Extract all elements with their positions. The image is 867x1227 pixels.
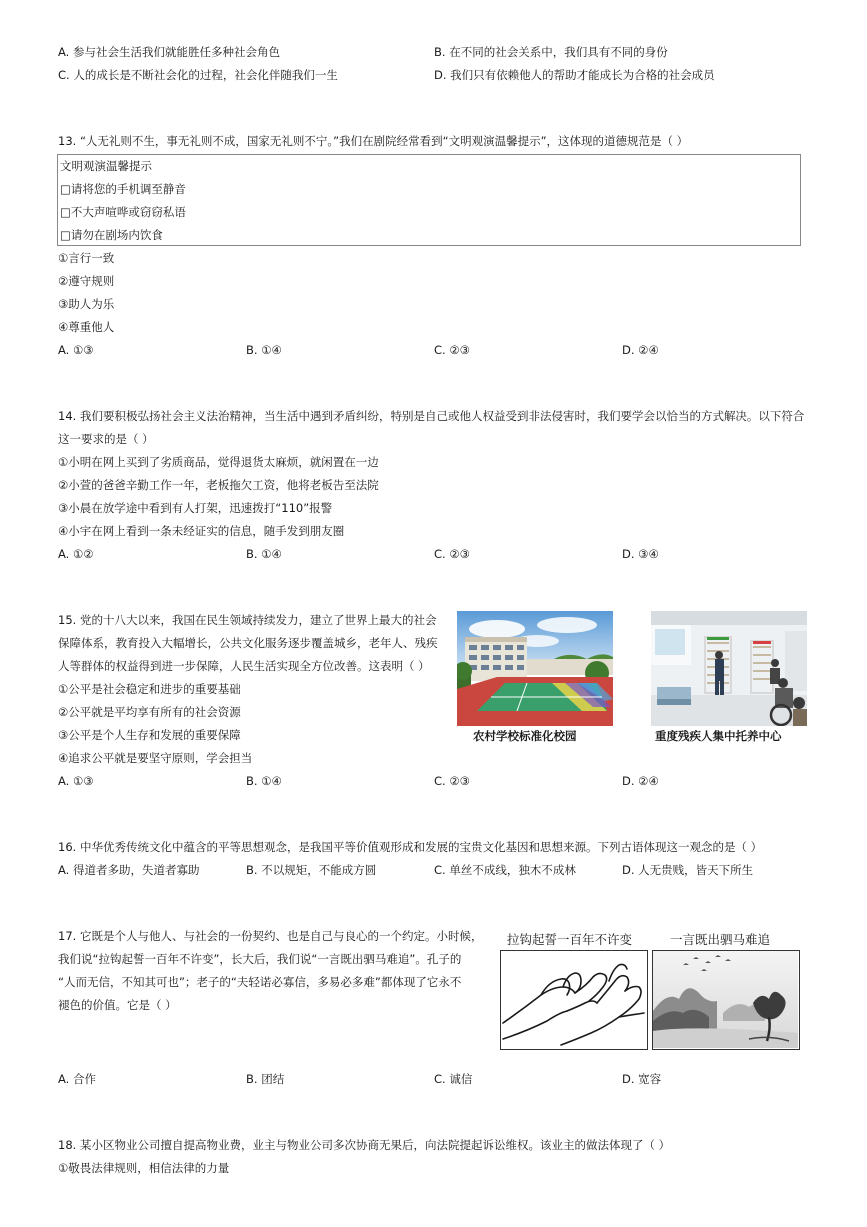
q13-item: ④尊重他人 — [58, 320, 115, 334]
q14-option-c: C. ②③ — [434, 547, 470, 561]
q14-item: ④小宇在网上看到一条未经证实的信息，随手发到朋友圈 — [58, 524, 345, 538]
q13-notice-box — [57, 154, 801, 246]
rural-school-photo — [457, 611, 613, 726]
q15-item: ④追求公平就是要坚守原则，学会担当 — [58, 751, 253, 765]
q13-item: ②遵守规则 — [58, 274, 115, 288]
q15-stem: 15. 党的十八大以来，我国在民生领域持续发力，建立了世界上最大的社会 — [58, 613, 437, 627]
notice-item: □请勿在剧场内饮食 — [60, 228, 163, 242]
q14-option-b: B. ①④ — [246, 547, 282, 561]
q15-option-c: C. ②③ — [434, 774, 470, 788]
q17-stem: 17. 它既是个人与他人、与社会的一份契约、也是自己与良心的一个约定。小时候， — [58, 929, 483, 943]
q17-options — [58, 1074, 818, 1090]
q12-option-b: B. 在不同的社会关系中，我们具有不同的身份 — [434, 45, 668, 59]
q16-stem: 16. 中华优秀传统文化中蕴含的平等思想观念，是我国平等价值观形成和发展的宝贵文化基因和思想来源。下列古语体现这一观念的是（ ） — [58, 840, 763, 854]
rural-school-caption: 农村学校标准化校园 — [473, 729, 577, 743]
q13-option-d: D. ②④ — [622, 343, 659, 357]
q13-options — [58, 345, 818, 361]
q18-item: ①敬畏法律规则，相信法律的力量 — [58, 1161, 230, 1175]
q14-item: ①小明在网上买到了劣质商品，觉得退货太麻烦，就闲置在一边 — [58, 455, 379, 469]
q16-option-c: C. 单丝不成线，独木不成林 — [434, 863, 576, 877]
ink-landscape-illustration — [652, 950, 800, 1050]
q17-option-c: C. 诚信 — [434, 1072, 473, 1086]
q17-option-d: D. 宽容 — [622, 1072, 662, 1086]
pinky-promise-illustration — [500, 950, 648, 1050]
care-center-photo — [651, 611, 807, 726]
q15-stem-cont: 保障体系，教育投入大幅增长，公共文化服务逐步覆盖城乡，老年人、残疾 — [58, 636, 438, 650]
q14-item: ③小晨在放学途中看到有人打架，迅速拨打“110”报警 — [58, 501, 333, 515]
q15-option-b: B. ①④ — [246, 774, 282, 788]
q13-item: ①言行一致 — [58, 251, 115, 265]
q13-item: ③助人为乐 — [58, 297, 115, 311]
q14-options — [58, 549, 818, 565]
pinky-promise-caption: 拉钩起誓一百年不许变 — [507, 932, 633, 947]
q15-item: ①公平是社会稳定和进步的重要基础 — [58, 682, 241, 696]
q13-option-c: C. ②③ — [434, 343, 470, 357]
q14-item: ②小萱的爸爸辛勤工作一年，老板拖欠工资，他将老板告至法院 — [58, 478, 379, 492]
q13-stem: 13. “人无礼则不生，事无礼则不成，国家无礼则不宁。”我们在剧院经常看到“文明观演温馨提示”，这体现的道德规范是（ ） — [58, 134, 689, 148]
q16-option-a: A. 得道者多助，失道者寡助 — [58, 863, 200, 877]
notice-item: □不大声喧哗或窃窃私语 — [60, 205, 186, 219]
q15-options — [58, 776, 818, 792]
q14-stem: 14. 我们要积极弘扬社会主义法治精神，当生活中遇到矛盾纠纷，特别是自己或他人权益受到非法侵害时，我们要学会以恰当的方式解决。以下符合 — [58, 409, 805, 423]
q17-stem-cont: 我们说“拉钩起誓一百年不许变”，长大后，我们说“一言既出驷马难追”。孔子的 — [58, 952, 462, 966]
q14-option-d: D. ③④ — [622, 547, 659, 561]
q17-option-b: B. 团结 — [246, 1072, 285, 1086]
q17-stem-cont: 褪色的价值。它是（ ） — [58, 998, 177, 1012]
q12-option-c: C. 人的成长是不断社会化的过程，社会化伴随我们一生 — [58, 68, 338, 82]
care-center-caption: 重度残疾人集中托养中心 — [655, 729, 782, 743]
q16-option-b: B. 不以规矩，不能成方圆 — [246, 863, 377, 877]
q14-option-a: A. ①② — [58, 547, 94, 561]
q16-option-d: D. 人无贵贱，皆天下所生 — [622, 863, 754, 877]
q15-stem-cont: 人等群体的权益得到进一步保障，人民生活实现全方位改善。这表明（ ） — [58, 659, 430, 673]
horse-proverb-caption: 一言既出驷马难追 — [670, 932, 771, 947]
q15-option-d: D. ②④ — [622, 774, 659, 788]
q14-stem-cont: 这一要求的是（ ） — [58, 432, 154, 446]
q13-option-b: B. ①④ — [246, 343, 282, 357]
q18-stem: 18. 某小区物业公司擅自提高物业费，业主与物业公司多次协商无果后，向法院提起诉讼维权。该业主的做法体现了（ ） — [58, 1138, 671, 1152]
q15-item: ③公平是个人生存和发展的重要保障 — [58, 728, 241, 742]
notice-title: 文明观演温馨提示 — [60, 159, 152, 173]
notice-item: □请将您的手机调至静音 — [60, 182, 186, 196]
q13-option-a: A. ①③ — [58, 343, 94, 357]
q15-option-a: A. ①③ — [58, 774, 94, 788]
q15-item: ②公平就是平均享有所有的社会资源 — [58, 705, 241, 719]
q17-option-a: A. 合作 — [58, 1072, 96, 1086]
q12-option-a: A. 参与社会生活我们就能胜任多种社会角色 — [58, 45, 280, 59]
q16-options — [58, 865, 818, 881]
q12-option-d: D. 我们只有依赖他人的帮助才能成长为合格的社会成员 — [434, 68, 715, 82]
q17-stem-cont: “人而无信，不知其可也”；老子的“夫轻诺必寡信，多易必多难”都体现了它永不 — [58, 975, 462, 989]
